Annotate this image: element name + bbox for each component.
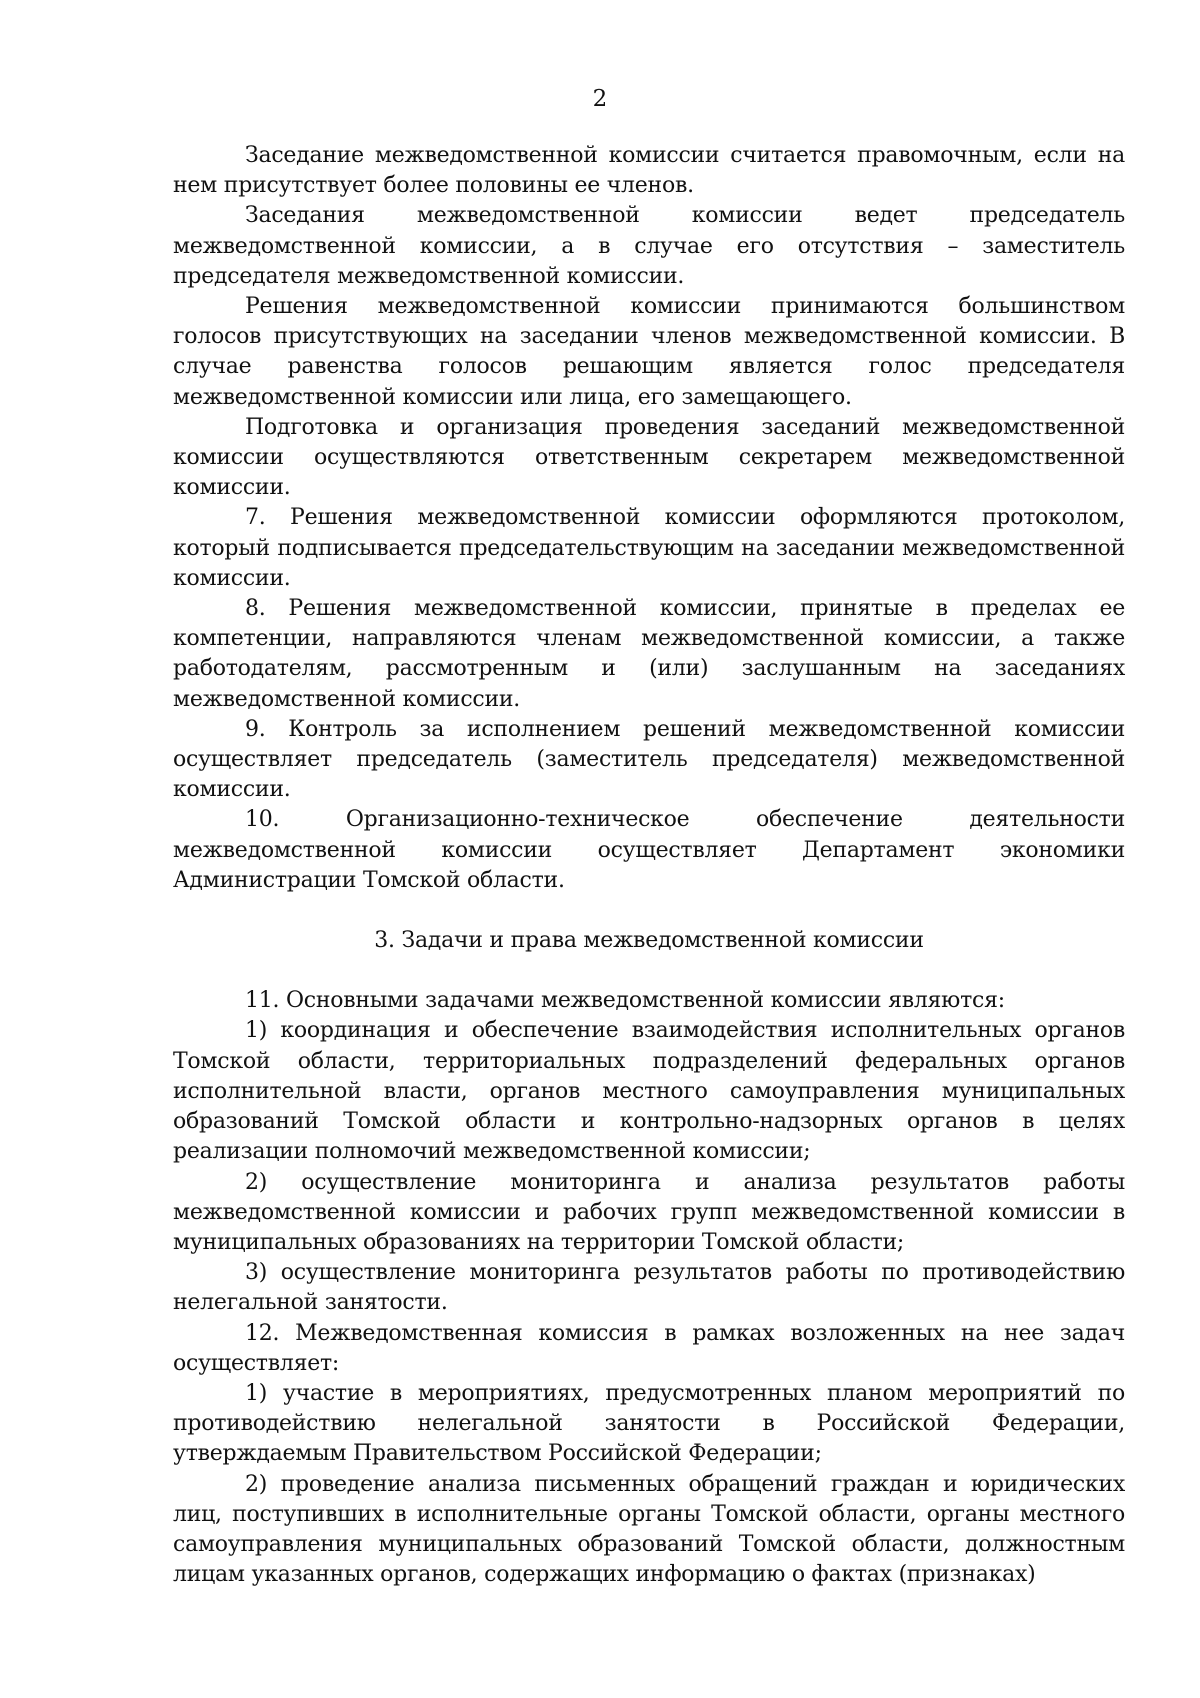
paragraph-quorum: Заседание межведомственной комиссии считается правомочным, если на нем присутствует более половины ее членов. bbox=[173, 143, 1125, 199]
paragraph-item-12: 12. Межведомственная комиссия в рамках возложенных на нее задач осуществляет: bbox=[173, 1320, 1125, 1376]
section-heading: 3. Задачи и права межведомственной комиссии bbox=[374, 928, 924, 954]
paragraph-item-11-1: 1) координация и обеспечение взаимодействия исполнительных органов Томской области, территориальных подразделений федеральных органов исполнительной власти, органов местного самоуправления муниципальных образований Томской области и контрольно-надзорных органов в целях реализации полномочий межведомственной комиссии; bbox=[173, 1018, 1125, 1165]
paragraph-item-11-2: 2) осуществление мониторинга и анализа результатов работы межведомственной комиссии и рабочих групп межведомственной комиссии в муниципальных образованиях на территории Томской области; bbox=[173, 1169, 1125, 1255]
paragraph-item-9: 9. Контроль за исполнением решений межведомственной комиссии осуществляет председатель (заместитель председателя) межведомственной комиссии. bbox=[173, 716, 1125, 803]
paragraph-voting: Решения межведомственной комиссии принимаются большинством голосов присутствующих на заседании членов межведомственной комиссии. В случае равенства голосов решающим является голос председателя межведомственной комиссии или лица, его замещающего. bbox=[173, 294, 1125, 410]
paragraph-preparation: Подготовка и организация проведения заседаний межведомственной комиссии осуществляются ответственным секретарем межведомственной комиссии. bbox=[173, 414, 1125, 501]
paragraph-item-11: 11. Основными задачами межведомственной комиссии являются: bbox=[245, 988, 1005, 1014]
paragraph-item-12-1: 1) участие в мероприятиях, предусмотренных планом мероприятий по противодействию нелегальной занятости в Российской Федерации, утверждаемым Правительством Российской Федерации; bbox=[173, 1380, 1125, 1467]
paragraph-chairing: Заседания межведомственной комиссии ведет председатель межведомственной комиссии, а в случае его отсутствия – заместитель председателя межведомственной комиссии. bbox=[173, 203, 1125, 289]
paragraph-item-11-3: 3) осуществление мониторинга результатов работы по противодействию нелегальной занятости. bbox=[173, 1260, 1125, 1316]
page-number: 2 bbox=[592, 86, 608, 112]
document-body bbox=[173, 141, 1125, 1590]
paragraph-item-12-2: 2) проведение анализа письменных обращений граждан и юридических лиц, поступивших в исполнительные органы Томской области, органы местного самоуправления муниципальных образований Томской области, должностным лицам указанных органов, содержащих информацию о фактах (признаках) bbox=[173, 1471, 1125, 1588]
paragraph-item-8: 8. Решения межведомственной комиссии, принятые в пределах ее компетенции, направляются членам межведомственной комиссии, а также работодателям, рассмотренным и (или) заслушанным на заседаниях межведомственной комиссии. bbox=[173, 596, 1125, 712]
paragraph-item-7: 7. Решения межведомственной комиссии оформляются протоколом, который подписывается председательствующим на заседании межведомственной комиссии. bbox=[173, 505, 1125, 591]
paragraph-item-10: 10. Организационно-техническое обеспечение деятельности межведомственной комиссии осуществляет Департамент экономики Администрации Томской области. bbox=[173, 807, 1125, 893]
